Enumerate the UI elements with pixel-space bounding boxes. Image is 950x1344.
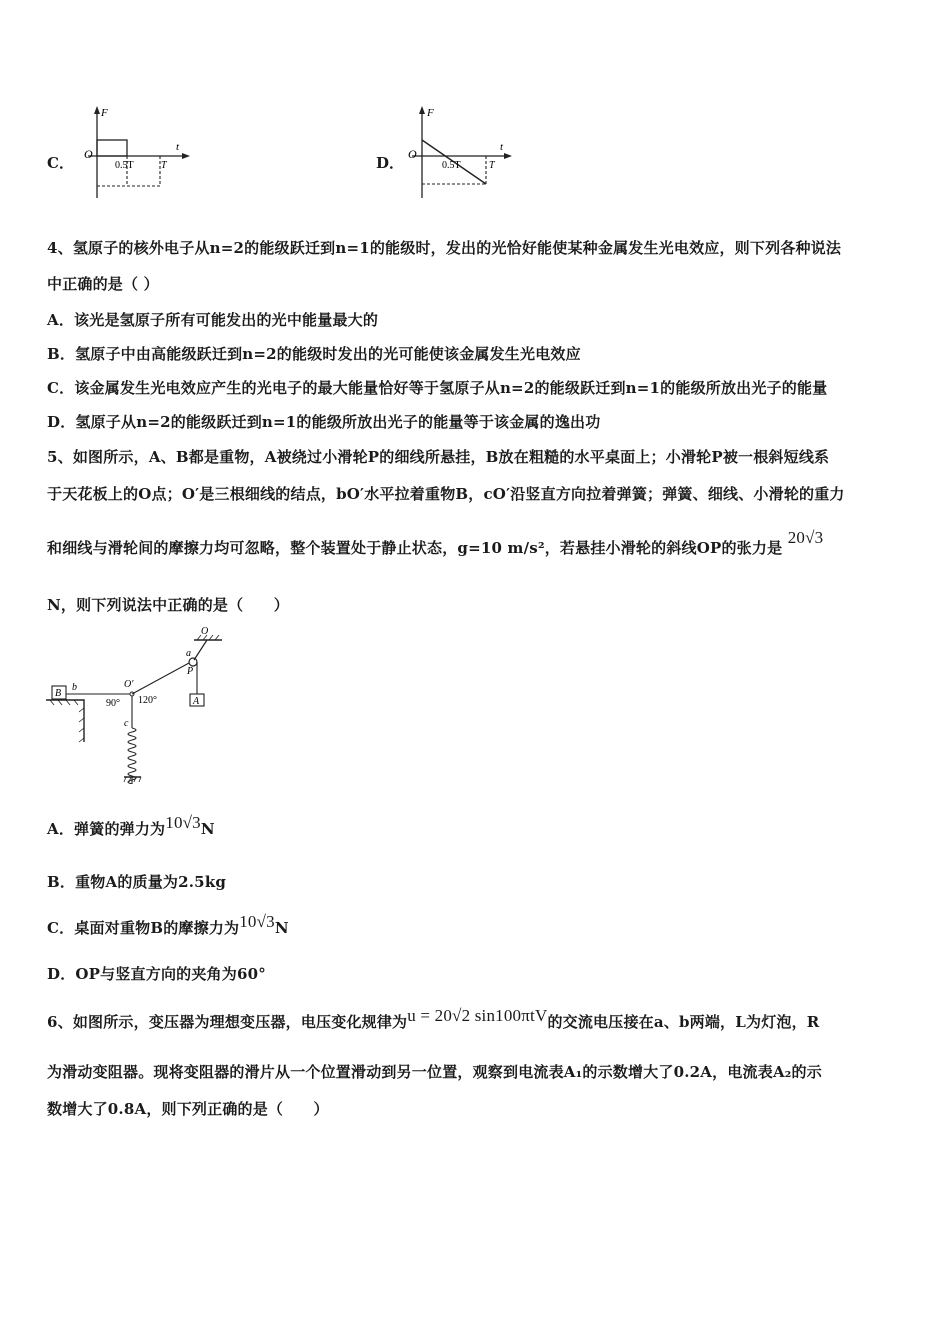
option-d-axis-t: t xyxy=(500,141,504,153)
q5-label-b: b xyxy=(72,682,77,693)
q6-voltage-formula: u = 20√2 sin100πtV xyxy=(407,1006,548,1025)
q4-option-d: D．氢原子从n=2的能级跃迁到n=1的能级所放出光子的能量等于该金属的逸出功 xyxy=(47,413,601,431)
q4-stem-line-2: 中正确的是（ ） xyxy=(47,275,159,293)
q6-stem-line-1 xyxy=(47,1006,820,1032)
q5-figure xyxy=(44,624,234,784)
q4-option-a: A．该光是氢原子所有可能发出的光中能量最大的 xyxy=(47,311,379,329)
q5-label-a: a xyxy=(186,648,191,659)
q5-angle-120: 120° xyxy=(138,695,157,706)
q5-option-a-math: 10√3 xyxy=(165,813,201,832)
q6-stem-line-1-pre: 6、如图所示，变压器为理想变压器，电压变化规律为 xyxy=(47,1013,408,1031)
option-d-origin: O xyxy=(408,147,417,161)
option-c-axis-t: t xyxy=(176,141,180,153)
q5-stem-line-4: N，则下列说法中正确的是（ ） xyxy=(47,596,289,614)
q5-stem-line-3 xyxy=(47,528,824,558)
option-c-label: C． xyxy=(47,154,74,172)
q5-option-a-unit: N xyxy=(200,820,215,838)
q5-option-c-unit: N xyxy=(274,919,289,937)
option-c-graph xyxy=(80,104,195,200)
option-d-axis-f: F xyxy=(427,107,434,119)
option-d-label: D． xyxy=(376,154,405,172)
q5-angle-90: 90° xyxy=(106,698,120,709)
q5-label-b-block: B xyxy=(55,688,62,699)
q6-stem-line-1-post: 的交流电压接在a、b两端，L为灯泡，R xyxy=(547,1013,820,1031)
q4-stem-line-1: 4、氢原子的核外电子从n=2的能级跃迁到n=1的能级时，发出的光恰好能使某种金属发生光电效应，则下列各种说法 xyxy=(47,239,842,257)
q5-option-c-text: C．桌面对重物B的摩擦力为 xyxy=(47,919,240,937)
q5-label-o: O xyxy=(201,626,209,637)
q4-option-b: B．氢原子中由高能级跃迁到n=2的能级时发出的光可能使该金属发生光电效应 xyxy=(47,345,581,363)
option-c-tick-full: T xyxy=(161,160,167,171)
option-d-tick-half: 0.5T xyxy=(442,160,461,171)
q5-tension-value: 20√3 xyxy=(787,528,824,547)
q5-stem-line-1: 5、如图所示，A、B都是重物，A被绕过小滑轮P的细线所悬挂，B放在粗糙的水平桌面上；小滑轮P被一根斜短线系 xyxy=(47,448,830,466)
q5-option-a-text: A．弹簧的弹力为 xyxy=(47,820,166,838)
q5-option-c-math: 10√3 xyxy=(239,912,275,931)
q5-option-b: B．重物A的质量为2.5kg xyxy=(47,873,227,891)
q6-stem-line-3: 数增大了0.8A，则下列正确的是（ ） xyxy=(47,1100,329,1118)
q5-stem-line-3-text: 和细线与滑轮间的摩擦力均可忽略，整个装置处于静止状态，g=10 m/s²，若悬挂小滑轮的斜线OP的张力是 xyxy=(47,539,783,557)
q5-stem-line-2: 于天花板上的O点；O′是三根细线的结点，bO′水平拉着重物B，cO′沿竖直方向拉着弹簧；弹簧、细线、小滑轮的重力 xyxy=(47,485,845,503)
option-c-axis-f: F xyxy=(101,107,108,119)
option-d-graph xyxy=(400,104,515,200)
option-d-tick-full: T xyxy=(489,160,495,171)
q5-option-a xyxy=(47,813,215,839)
option-c-tick-half: 0.5T xyxy=(115,160,134,171)
q5-label-p: P xyxy=(187,666,194,677)
q5-option-c xyxy=(47,912,289,938)
q5-label-oprime: O′ xyxy=(124,679,134,690)
q5-option-d: D．OP与竖直方向的夹角为60° xyxy=(47,965,266,983)
option-c-origin: O xyxy=(84,147,93,161)
q4-option-c: C．该金属发生光电效应产生的光电子的最大能量恰好等于氢原子从n=2的能级跃迁到n=1的能级所放出光子的能量 xyxy=(47,379,828,397)
q5-label-c: c xyxy=(124,718,129,729)
q5-label-a-block: A xyxy=(193,696,200,707)
q6-stem-line-2: 为滑动变阻器。现将变阻器的滑片从一个位置滑动到另一位置，观察到电流表A₁的示数增大了0.2A，电流表A₂的示 xyxy=(47,1063,822,1081)
